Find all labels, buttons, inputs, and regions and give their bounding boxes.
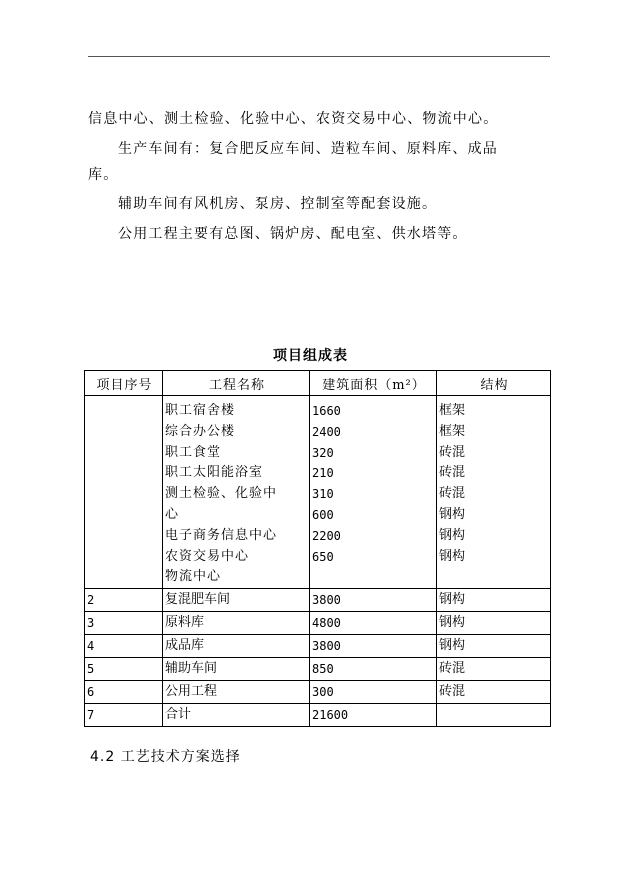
paragraph-production-workshops: 生产车间有：复合肥反应车间、造粒车间、原料库、成品: [118, 141, 498, 157]
cell-name: 公用工程: [163, 681, 310, 704]
cell-id: 2: [85, 589, 163, 612]
name-item: 农资交易中心: [165, 548, 250, 564]
structure-item: 钢构: [439, 548, 466, 564]
name-item: 综合办公楼: [165, 423, 236, 439]
name-item: 职工宿舍楼: [165, 403, 236, 418]
section-title: 4.2 工艺技术方案选择: [90, 749, 241, 765]
header-area: 建筑面积（m²）: [310, 371, 437, 396]
cell-names: [163, 396, 310, 589]
table-row-total: [85, 704, 551, 727]
cell-area: 850: [310, 658, 437, 681]
table-row: [85, 612, 551, 635]
header-rule: [88, 56, 550, 57]
cell-area: 21600: [310, 704, 437, 727]
paragraph-production-workshops-cont: 库。: [88, 167, 119, 183]
name-item: 测土检验、化验中: [165, 486, 278, 502]
cell-id: 4: [85, 635, 163, 658]
name-item: 职工太阳能浴室: [165, 465, 264, 481]
name-item: 电子商务信息中心: [165, 527, 278, 543]
table-row: [85, 658, 551, 681]
area-item: 320: [312, 445, 334, 460]
paragraph-public-works: 公用工程主要有总图、锅炉房、配电室、供水塔等。: [118, 226, 468, 242]
table-header-row: [85, 371, 551, 396]
cell-area: 3800: [310, 589, 437, 612]
cell-structure: 钢构: [437, 635, 551, 658]
name-item: 职工食堂: [165, 444, 222, 460]
table-title: 项目组成表: [273, 348, 348, 364]
table-row: [85, 635, 551, 658]
cell-area: 300: [310, 681, 437, 704]
cell-name: 合计: [163, 704, 310, 727]
cell-id: 6: [85, 681, 163, 704]
table-row: [85, 681, 551, 704]
cell-structures: [437, 396, 551, 589]
structure-item: 钢构: [439, 506, 466, 522]
structure-item: 钢构: [439, 527, 466, 543]
structure-item: 框架: [439, 403, 466, 418]
table-row: [85, 589, 551, 612]
cell-id: 5: [85, 658, 163, 681]
cell-name: 成品库: [163, 635, 310, 658]
structure-item: 框架: [439, 423, 466, 439]
cell-name: 辅助车间: [163, 658, 310, 681]
area-item: 210: [312, 466, 334, 481]
header-id: 项目序号: [85, 371, 163, 396]
cell-id: 7: [85, 704, 163, 727]
area-item: 650: [312, 549, 334, 564]
header-name: 工程名称: [163, 371, 310, 396]
name-item: 物流中心: [165, 569, 222, 585]
cell-area: 3800: [310, 635, 437, 658]
area-item: 2400: [312, 424, 341, 439]
area-item: 310: [312, 487, 334, 502]
area-item: 1660: [312, 404, 341, 418]
area-item: 600: [312, 507, 334, 522]
header-structure: 结构: [437, 371, 551, 396]
cell-structure: 砖混: [437, 658, 551, 681]
paragraph-info-centers: 信息中心、测土检验、化验中心、农资交易中心、物流中心。: [88, 111, 499, 127]
name-item: 心: [165, 506, 180, 522]
cell-structure: 砖混: [437, 681, 551, 704]
cell-area: 4800: [310, 612, 437, 635]
structure-item: 砖混: [439, 486, 466, 502]
project-composition-table: [84, 370, 551, 727]
cell-id: [85, 396, 163, 589]
structure-item: 砖混: [439, 444, 466, 460]
paragraph-auxiliary-workshops: 辅助车间有风机房、泵房、控制室等配套设施。: [118, 196, 438, 212]
cell-name: 复混肥车间: [163, 589, 310, 612]
cell-areas: [310, 396, 437, 589]
table-row: [85, 396, 551, 589]
cell-structure: 钢构: [437, 612, 551, 635]
structure-item: 砖混: [439, 465, 466, 481]
cell-structure: [437, 704, 551, 727]
cell-id: 3: [85, 612, 163, 635]
area-item: 2200: [312, 528, 341, 543]
cell-structure: 钢构: [437, 589, 551, 612]
cell-name: 原料库: [163, 612, 310, 635]
